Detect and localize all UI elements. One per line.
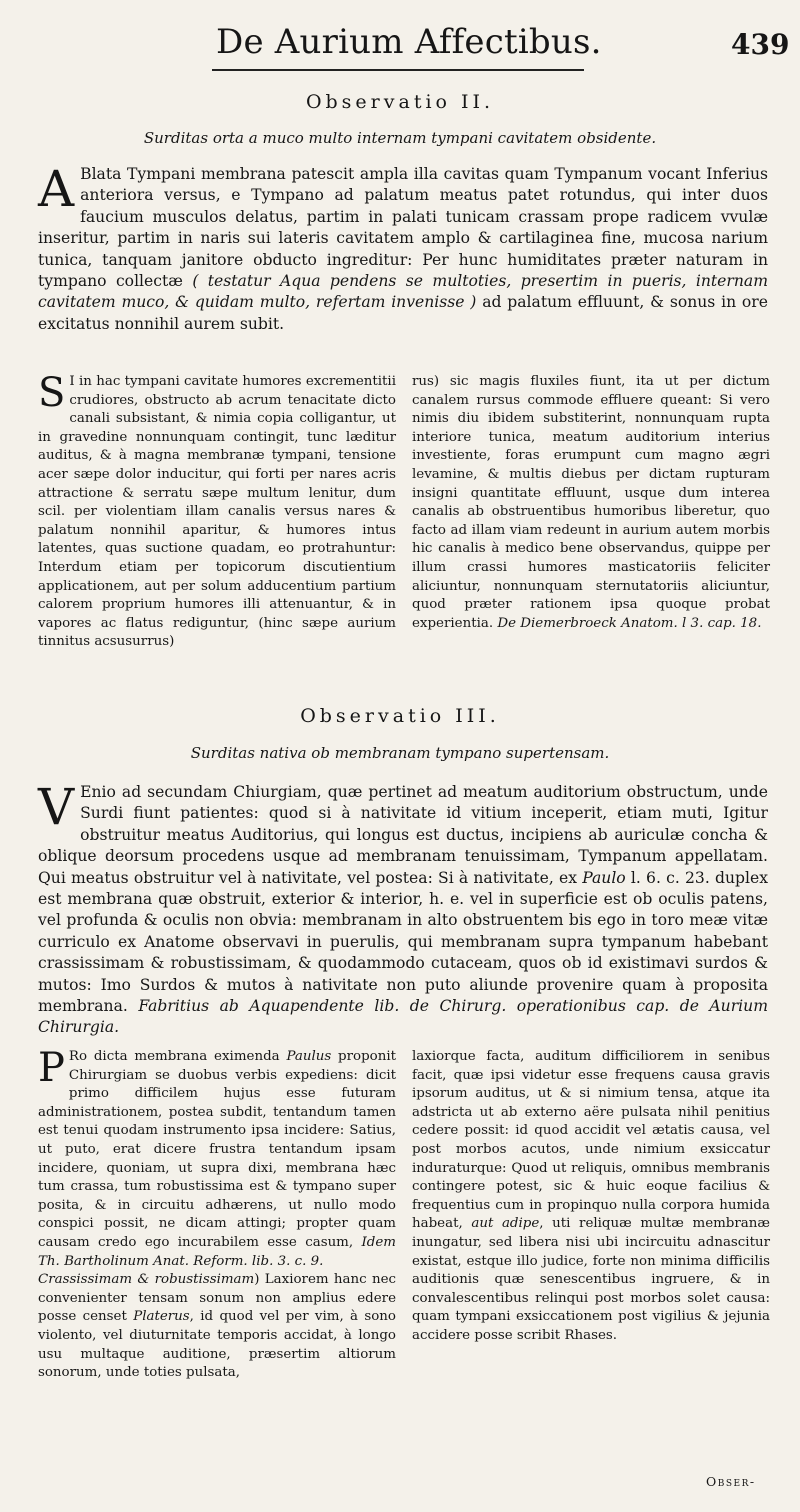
paragraph-italic: ( testatur Aqua pendens se multoties, presertim in pueris, internam cavitatem muco, & quidam multo, refertam invenisse ) xyxy=(38,272,768,312)
observation-3-right-column xyxy=(412,1048,770,1346)
dropcap: A xyxy=(38,160,75,218)
quoted-phrase: Crassissimam & robustissimam xyxy=(38,1272,255,1288)
author-name: Paulus xyxy=(286,1049,332,1064)
column-text: I in hac tympani cavitate humores excrementitii crudiores, obstructo ab acrum tenacitate dicto canali subsistant, & nimia copia colligantur, ut in gravedine nonnunquam contingit, tunc læditur auditus, & à magna membranæ tympani, tensione acer sæpe dolor inducitur, qui forti per nares acris attractione & serratu sæpe multum lenitur, dum scil. per violentiam illam canalis versus nares & palatum nonnihil aparitur, & humores intus latentes, quas suctione quadam, eo protrahuntur: Interdum etiam per topicorum discutientium applicationem, aut per solum adducentium partium calorem proprium humores illi attenuantur, & in vapores ac flatus rediguntur, (hinc sæpe aurium tinnitus acsusurrus) xyxy=(38,374,396,650)
paragraph-text-continued: l. 6. c. 23. duplex est membrana quæ obstruit, exterior & interior, h. e. vel in superficie est ob oculis patens, vel profunda & oculis non obvia: membranam in alto obstruentem bis ego in toro meæ vitæ curriculo ex Anatome observavi in puerulis, qui membranam supra tympanum habebant crassissimam & robustissimam, & quodammodo cutaceam, quos ob id existimavi surdos & mutos: Imo Surdos & mutos à nativitate non puto aliunde provenire quam à proposita membrana. xyxy=(38,868,768,1016)
observation-3-paragraph xyxy=(38,778,768,1039)
column-text: , uti reliquæ multæ membranæ inungatur, sed libera nisi ubi incircuitu adnascitur existat, estque illo judice, forte non minima difficilis auditionis quæ senescentibus ingruere, & in convalescentibus relinqui post morbos solet causa: quam tympani exsiccationem post vigilius & jejunia accidere posse scribit Rhases. xyxy=(412,1216,770,1343)
running-head xyxy=(0,18,800,70)
column-text: , id quod vel per vim, à sono violento, vel diuturnitate temporis accidat, à longo usu multaque auditione, præsertim altiorum sonorum, unde toties pulsata, xyxy=(38,1309,396,1381)
page-number: 439 xyxy=(731,28,790,61)
column-text: proponit Chirurgiam se duobus verbis expediens: dicit primo difficilem hujus esse futuram administrationem, postea subdit, tentandum tamen est tenui quodam instrumento ipsa incidere: Satius, ut puto, erat dicere frustra tentandum ipsam incidere, quoniam, ut supra dixi, membrana hæc tum crassa, tum robustissima est & tympano super posita, & in circuitu adhærens, ut nullo modo conspici possit, ne dicam attingi; propter quam causam credo ego incurabilem esse casum, xyxy=(38,1049,397,1250)
column-text: ) Laxiorem hanc nec convenienter tensam sonum non amplius edere posse censet xyxy=(38,1272,396,1325)
citation: Idem Th. Bartholinum Anat. Reform. lib. 3. c. 9. xyxy=(38,1234,396,1269)
catchword: Obser- xyxy=(706,1474,756,1489)
author-name: Paulo xyxy=(582,868,626,887)
observation-2-right-column xyxy=(412,373,770,633)
observation-2-heading: Observatio II. xyxy=(305,91,495,113)
observation-2-paragraph xyxy=(38,160,768,335)
dropcap: P xyxy=(38,1045,65,1091)
column-text: Ro dicta membrana eximenda xyxy=(68,1049,280,1064)
italic-phrase: aut adipe xyxy=(471,1216,540,1232)
paragraph-text: Enio ad secundam Chiurgiam, quæ pertinet ad meatum auditorium obstructum, unde Surdi fiunt patientes: quod si à nativitate id vitium inceperit, etiam muti, Igitur obstruitur meatus Auditorius, qui longus est ductus, incipiens ab auriculæ concha & oblique deorsum procedens usque ad membranam tenuissimam, Tympanum appellatam. Qui meatus obstruitur vel à nativitate, vel postea: Si à nativitate, ex xyxy=(38,783,768,887)
observation-3-subtitle: Surditas nativa ob membranam tympano supertensam. xyxy=(190,744,610,762)
running-title: De Aurium Affectibus. xyxy=(216,22,602,62)
column-text: rus) sic magis fluxiles fiunt, ita ut per dictum canalem rursus commode effluere queant: Si vero nimis diu ibidem substiterint, nonnunquam rupta interiore tunica, meatum auditorium interius investiente, foras erumpunt cum magno ægri levamine, & multis diebus per dictam rupturam insigni quantitate effluunt, usque dum interea canalis ab obstruentibus humoribus liberetur, quo facto ad illam viam redeunt in aurium autem morbis hic canalis à medico bene observandus, quippe per illum crassi humores masticatoriis feliciter aliciuntur, nonnunquam sternutatoriis aliciuntur, quod præter rationem ipsa quoque probat experientia. xyxy=(412,374,770,631)
column-text: laxiorque facta, auditum difficiliorem in senibus facit, quæ ipsi videtur esse frequens causa gravis ipsorum auditus, ut & si nimium tensa, atque ita adstricta ut ab externo aëre pulsata nihil penitius cedere possit: id quod accidit vel ætatis causa, vel post morbos acutos, unde nimium exsiccatur induraturque: Quod ut reliquis, omnibus membranis contingere potest, sic & huic eoque facilius & frequentius cum in propinquo nulla corpora humida habeat, xyxy=(412,1049,770,1232)
dropcap: V xyxy=(38,778,75,836)
paragraph-text: Blata Tympani membrana patescit ampla illa cavitas quam Tympanum vocant Inferius anteriora versus, e Tympano ad palatum meatus patet rotundus, qui inter duos faucium musculos delatus, partim in palati tunicam crassam prope radicem vvulæ inseritur, partim in naris sui lateris cavitatem amplo & cartilaginea fine, mucosa narium tunica, tanquam janitore obducto ingreditur: Per hunc humiditates præter naturam in tympano collectæ xyxy=(38,165,768,291)
observation-2-left-column xyxy=(38,370,396,652)
header-rule xyxy=(212,69,584,71)
observation-3-heading: Observatio III. xyxy=(300,705,500,727)
observation-3-left-column xyxy=(38,1045,397,1383)
citation: De Diemerbroeck Anatom. l 3. cap. 18. xyxy=(497,615,762,631)
dropcap: S xyxy=(38,370,66,416)
observation-2-subtitle: Surditas orta a muco multo internam tympani cavitatem obsidente. xyxy=(143,129,657,147)
author-name: Platerus xyxy=(133,1309,190,1325)
paragraph-text-end: ad palatum effluunt, & sonus in ore excitatus nonnihil aurem subit. xyxy=(38,293,768,333)
citation: Fabritius ab Aquapendente lib. de Chirurg. operationibus cap. de Aurium Chirurgia. xyxy=(38,997,768,1037)
